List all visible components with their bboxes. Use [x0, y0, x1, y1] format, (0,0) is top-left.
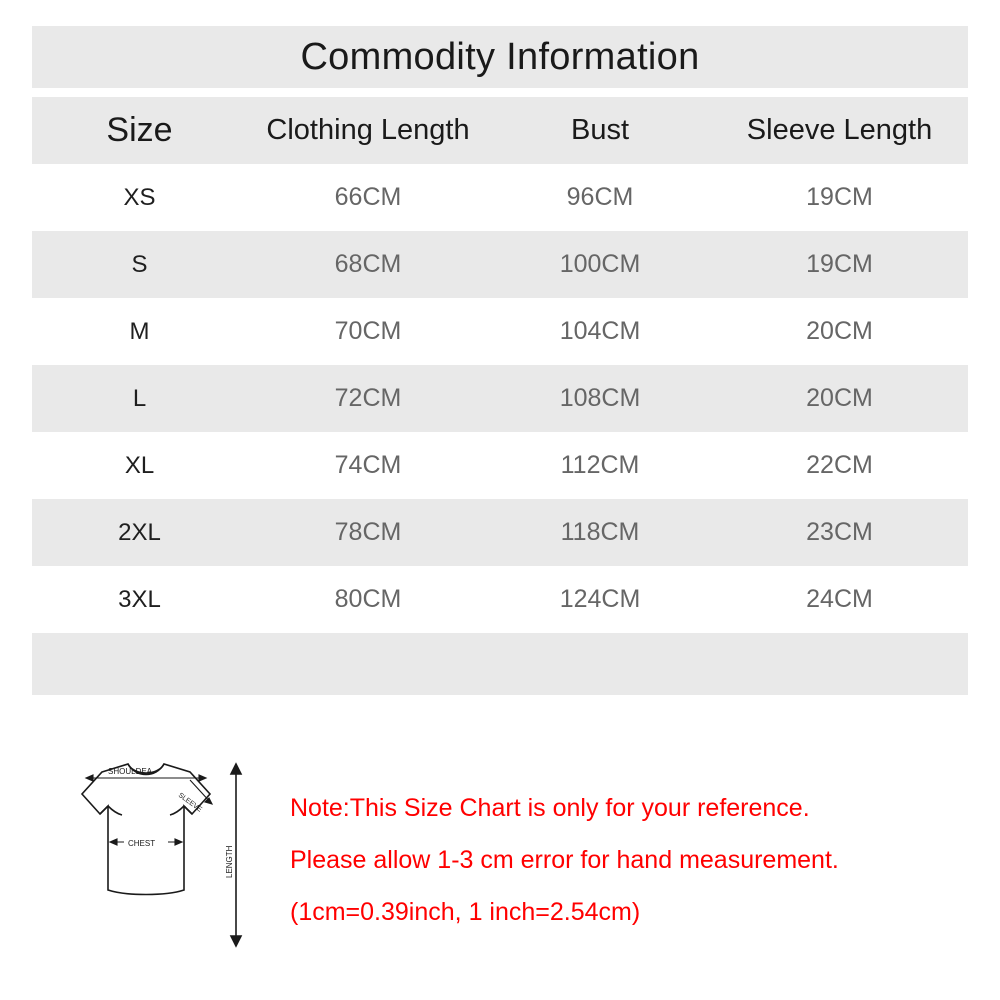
column-header-size: Size — [106, 111, 173, 149]
table-row — [32, 566, 968, 633]
cell-sleeve: 23CM — [806, 518, 873, 546]
cell-size: XL — [124, 451, 155, 479]
cell-bust: 124CM — [559, 585, 641, 613]
cell-sleeve: 20CM — [806, 317, 873, 345]
cell-bust: 104CM — [559, 317, 641, 345]
cell-length: 66CM — [334, 183, 402, 211]
table-row — [32, 365, 968, 432]
chest-label: CHEST — [128, 839, 156, 848]
cell-size: S — [131, 250, 148, 278]
cell-sleeve: 22CM — [806, 451, 873, 479]
table-header-row — [32, 97, 968, 164]
cell-size: 2XL — [118, 518, 161, 546]
note-block — [290, 782, 980, 938]
table-row — [32, 231, 968, 298]
cell-sleeve: 19CM — [806, 250, 873, 278]
note-line-1: Note:This Size Chart is only for your reference. — [290, 794, 810, 822]
cell-size: M — [129, 317, 150, 345]
cell-sleeve: 24CM — [806, 585, 873, 613]
cell-length: 74CM — [334, 451, 402, 479]
note-line-3: (1cm=0.39inch, 1 inch=2.54cm) — [290, 898, 641, 926]
page-title: Commodity Information — [300, 35, 700, 78]
cell-bust: 100CM — [559, 250, 641, 278]
cell-size: XS — [123, 183, 156, 211]
page-title-banner — [32, 26, 968, 88]
shoulder-label: SHOULDEA — [108, 767, 153, 776]
sleeve-label: SLEEVE — [176, 791, 203, 814]
column-header-sleeve-length: Sleeve Length — [746, 114, 933, 146]
cell-bust: 112CM — [560, 451, 640, 479]
cell-sleeve: 19CM — [806, 183, 873, 211]
cell-length: 72CM — [334, 384, 402, 412]
tshirt-measurement-diagram — [40, 738, 260, 958]
cell-size: 3XL — [118, 585, 161, 613]
cell-bust: 118CM — [560, 518, 640, 546]
note-line-2: Please allow 1-3 cm error for hand measurement. — [290, 846, 839, 874]
size-table — [32, 97, 968, 695]
table-footer-spacer — [32, 633, 968, 695]
cell-length: 80CM — [334, 585, 402, 613]
cell-sleeve: 20CM — [806, 384, 873, 412]
cell-size: L — [132, 384, 147, 412]
cell-bust: 96CM — [566, 183, 634, 211]
bottom-section — [32, 730, 968, 980]
table-row — [32, 432, 968, 499]
cell-bust: 108CM — [559, 384, 641, 412]
cell-length: 70CM — [334, 317, 402, 345]
length-label: LENGTH — [225, 845, 234, 878]
cell-length: 68CM — [334, 250, 402, 278]
table-row — [32, 298, 968, 365]
column-header-bust: Bust — [570, 114, 630, 146]
table-row — [32, 164, 968, 231]
column-header-clothing-length: Clothing Length — [266, 114, 470, 146]
table-row — [32, 499, 968, 566]
cell-length: 78CM — [334, 518, 402, 546]
